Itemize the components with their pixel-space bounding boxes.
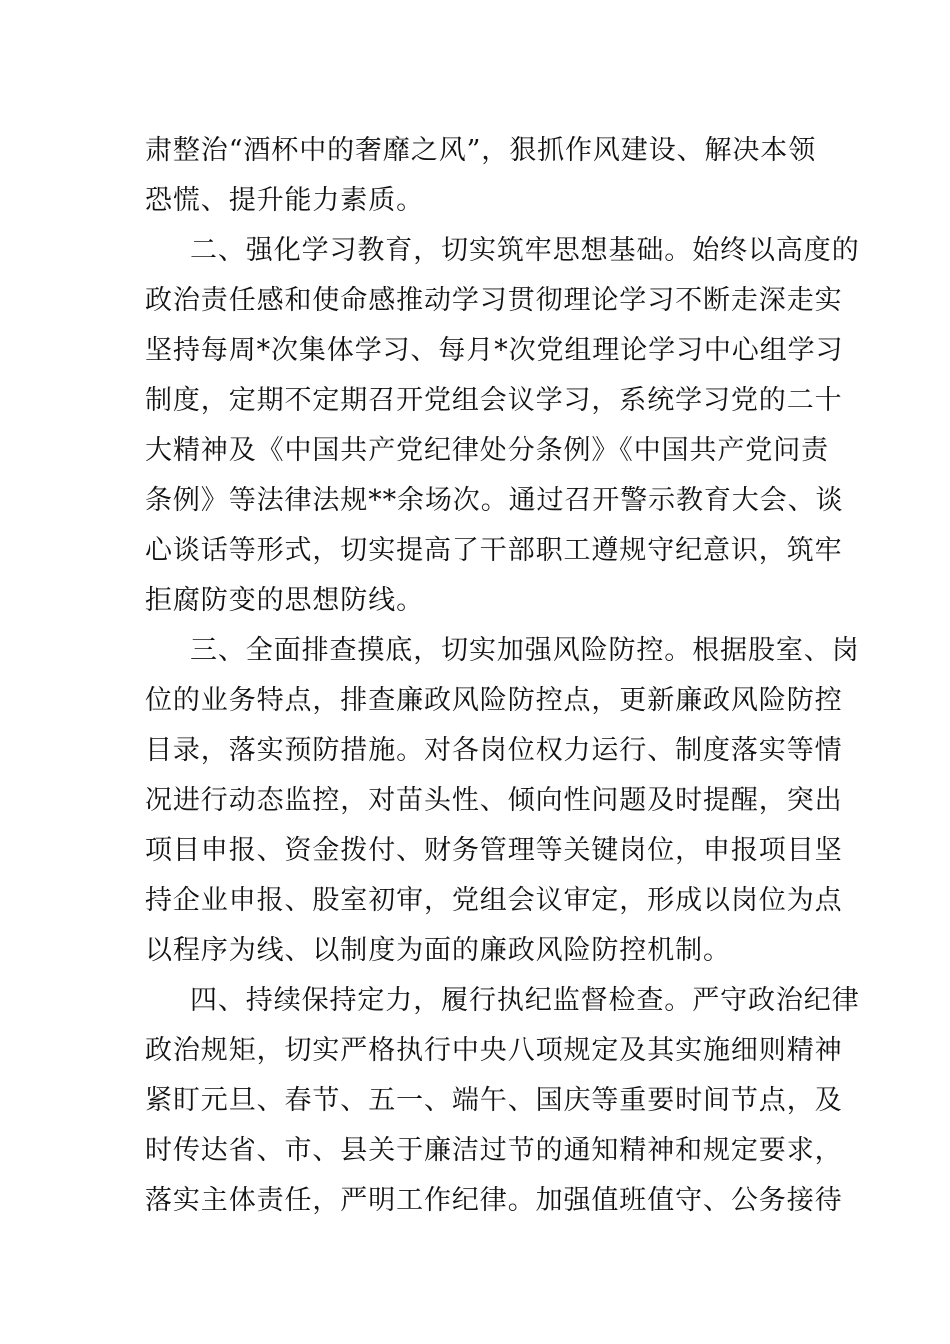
text-line: 目录，落实预防措施。对各岗位权力运行、制度落实等情	[145, 735, 843, 766]
text-line: 制度，定期不定期召开党组会议学习，系统学习党的二十	[145, 385, 843, 416]
text-line: 政治责任感和使命感推动学习贯彻理论学习不断走深走实	[145, 285, 843, 316]
text-line: 恐慌、提升能力素质。	[145, 185, 424, 216]
text-line: 拒腐防变的思想防线。	[145, 585, 424, 616]
text-line: 条例》等法律法规**余场次。通过召开警示教育大会、谈	[145, 485, 844, 516]
text-line: 心谈话等形式，切实提高了干部职工遵规守纪意识，筑牢	[145, 535, 843, 566]
text-line: 落实主体责任，严明工作纪律。加强值班值守、公务接待	[145, 1185, 843, 1216]
text-line: 政治规矩，切实严格执行中央八项规定及其实施细则精神	[145, 1035, 843, 1066]
paragraph-heading-line: 三、全面排查摸底，切实加强风险防控。根据股室、岗	[190, 635, 860, 666]
text-line: 以程序为线、以制度为面的廉政风险防控机制。	[145, 935, 731, 966]
text-line: 时传达省、市、县关于廉洁过节的通知精神和规定要求，	[145, 1135, 843, 1166]
text-line: 项目申报、资金拨付、财务管理等关键岗位，申报项目坚	[145, 835, 843, 866]
text-line: 位的业务特点，排查廉政风险防控点，更新廉政风险防控	[145, 685, 843, 716]
text-line: 紧盯元旦、春节、五一、端午、国庆等重要时间节点，及	[145, 1085, 843, 1116]
text-line: 坚持每周*次集体学习、每月*次党组理论学习中心组学习	[145, 335, 844, 366]
paragraph-heading-line: 四、持续保持定力，履行执纪监督检查。严守政治纪律	[190, 985, 860, 1016]
text-line: 肃整治“酒杯中的奢靡之风”，狠抓作风建设、解决本领	[145, 135, 817, 166]
text-line: 持企业申报、股室初审，党组会议审定，形成以岗位为点	[145, 885, 843, 916]
text-line: 大精神及《中国共产党纪律处分条例》《中国共产党问责	[145, 435, 829, 466]
paragraph-heading-line: 二、强化学习教育，切实筑牢思想基础。始终以高度的	[190, 235, 860, 266]
text-line: 况进行动态监控，对苗头性、倾向性问题及时提醒，突出	[145, 785, 843, 816]
